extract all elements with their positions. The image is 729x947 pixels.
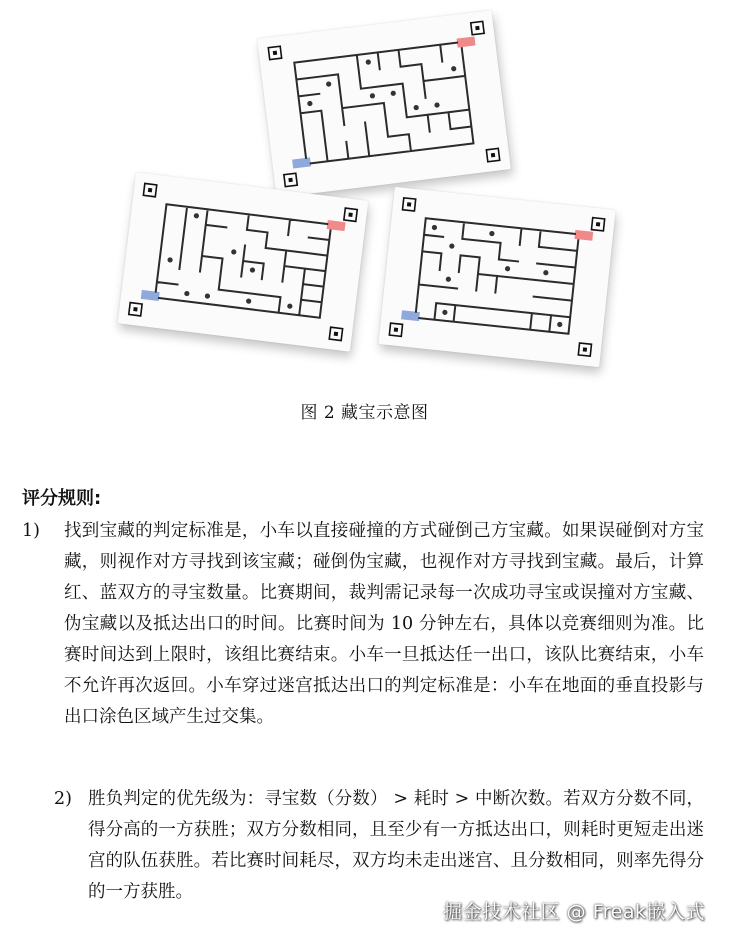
- treasure-dot: [449, 243, 455, 249]
- treasure-dot: [446, 276, 452, 282]
- fiducial-marker-icon: [486, 148, 499, 161]
- fiducial-marker-icon: [344, 208, 357, 221]
- blue-exit-zone: [292, 157, 311, 168]
- maze-card-left: [118, 172, 369, 351]
- treasure-dot: [451, 66, 457, 72]
- fiducial-marker-icon: [129, 303, 142, 316]
- treasure-dot: [326, 81, 332, 87]
- treasure-dot: [390, 90, 396, 96]
- red-exit-zone: [574, 230, 593, 241]
- maze-walls: [155, 204, 331, 318]
- watermark: 掘金技术社区 @ Freak嵌入式: [443, 901, 705, 923]
- rule-text: 胜负判定的优先级为：寻宝数（分数） > 耗时 > 中断次数。若双方分数不同，得分高的一方获胜；双方分数相同，且至少有一方抵达出口，则耗时更短走出迷宫的队伍获胜。若比赛时间耗尽，双方均未走出迷宫、且分数相同，则率先得分的一方获胜。: [88, 789, 704, 902]
- treasure-dot: [370, 93, 376, 99]
- figure-caption: 图 2 藏宝示意图: [300, 403, 429, 423]
- fiducial-marker-icon: [143, 183, 156, 196]
- fiducial-marker-icon: [471, 21, 484, 34]
- treasure-dot: [505, 266, 511, 272]
- fiducial-marker-icon: [268, 46, 281, 59]
- rule-item-1: [22, 516, 704, 733]
- fiducial-marker-icon: [591, 218, 604, 231]
- blue-exit-zone: [141, 290, 160, 301]
- rule-item-2: [54, 784, 704, 908]
- treasure-dot: [287, 303, 293, 309]
- treasure-dot: [557, 322, 563, 328]
- treasure-dot: [432, 225, 438, 231]
- fiducial-marker-icon: [329, 327, 342, 340]
- treasure-dot: [246, 298, 252, 304]
- red-exit-zone: [457, 36, 476, 47]
- maze-card-right: [378, 187, 615, 367]
- treasure-dot: [434, 102, 440, 108]
- rule-text: 找到宝藏的判定标准是，小车以直接碰撞的方式碰倒己方宝藏。如果误碰倒对方宝藏，则视作对方寻找到该宝藏；碰倒伪宝藏，也视作对方寻找到宝藏。最后，计算红、蓝双方的寻宝数量。比赛期间，裁判需记录每一次成功寻宝或误撞对方宝藏、伪宝藏以及抵达出口的时间。比赛时间为 10 分钟左右，具体以竞赛细则为准。比赛时间达到上限时，该组比赛结束。小车一旦抵达任一出口，该队比赛结束，小车不允许再次返回。小车穿过迷宫抵达出口的判定标准是：小车在地面的垂直投影与出口涂色区域产生过交集。: [64, 521, 704, 727]
- treasure-dot: [250, 267, 256, 273]
- fiducial-marker-icon: [284, 173, 297, 186]
- treasure-dot: [167, 257, 173, 263]
- treasure-dot: [307, 101, 313, 107]
- treasure-dot: [205, 293, 211, 299]
- treasure-dot: [489, 231, 495, 237]
- red-exit-zone: [327, 220, 346, 231]
- maze-walls: [415, 218, 579, 334]
- rule-number: 2): [54, 789, 72, 809]
- rule-number: 1): [22, 521, 40, 541]
- maze-card-top: [257, 10, 511, 198]
- treasure-dot: [184, 291, 190, 297]
- blue-exit-zone: [401, 310, 420, 321]
- maze-walls: [294, 42, 473, 164]
- treasure-dot: [194, 213, 200, 219]
- fiducial-marker-icon: [578, 343, 591, 356]
- fiducial-marker-icon: [403, 198, 416, 211]
- treasure-dot: [231, 249, 237, 255]
- treasure-dot: [413, 105, 419, 111]
- treasure-figure: [0, 0, 729, 390]
- treasure-dot: [365, 59, 371, 65]
- fiducial-marker-icon: [389, 323, 402, 336]
- treasure-dot: [442, 310, 448, 316]
- treasure-dot: [543, 270, 549, 276]
- section-heading: 评分规则:: [22, 488, 102, 509]
